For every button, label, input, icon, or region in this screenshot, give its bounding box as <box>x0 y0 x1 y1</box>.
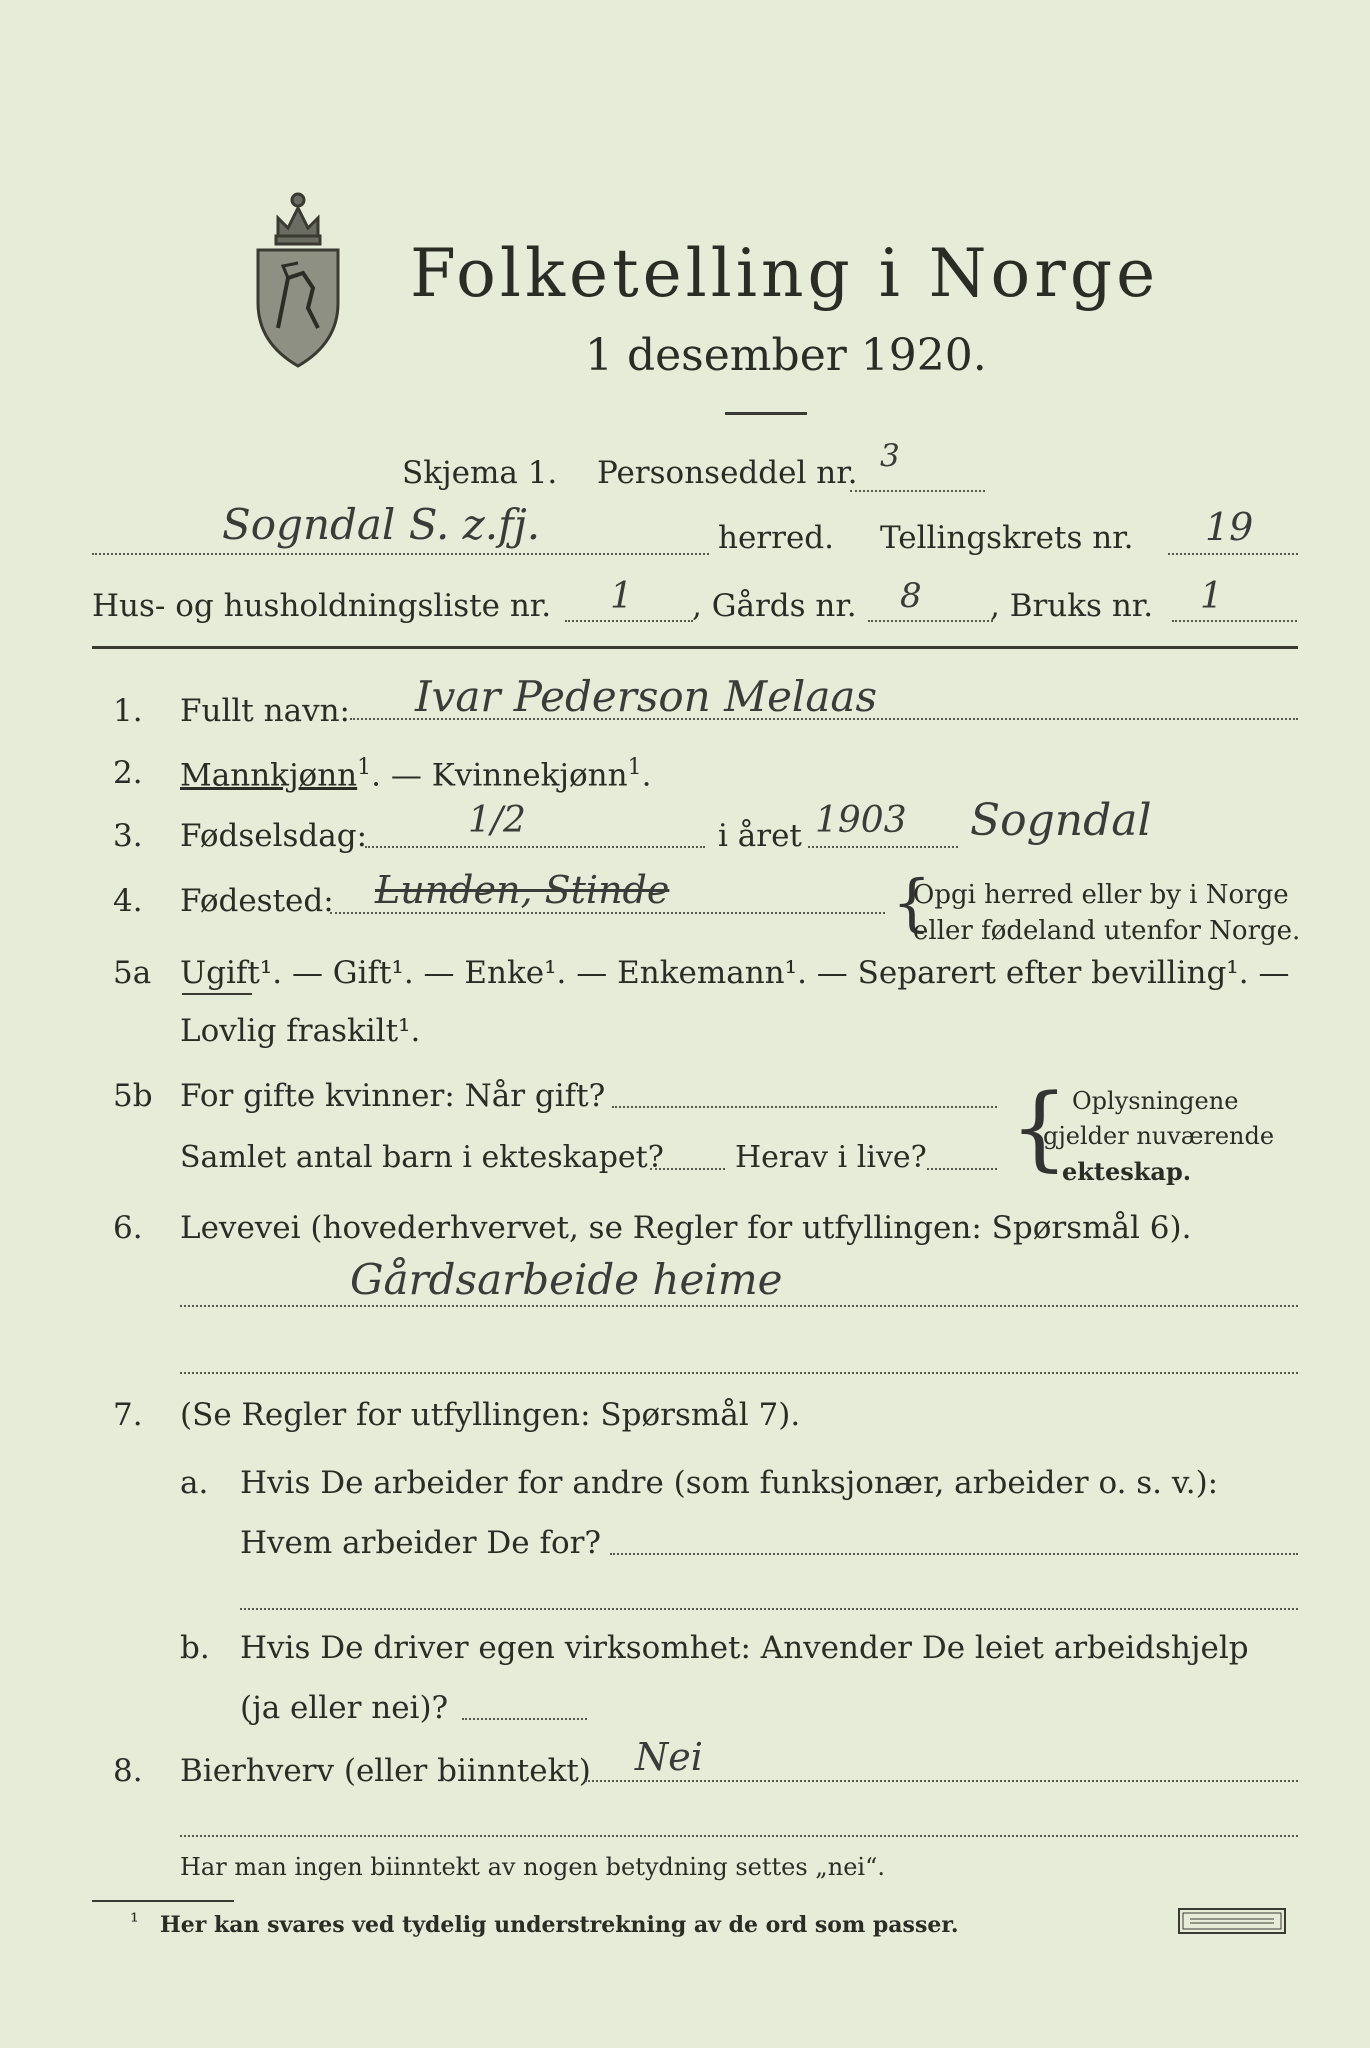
birthday-field[interactable]: 1/2 <box>468 800 526 841</box>
header-rule <box>92 646 1298 649</box>
q6-number: 6. <box>113 1210 143 1246</box>
q1-label: Fullt navn: <box>180 693 350 729</box>
q5b-line2a: Samlet antal barn i ekteskapet? <box>180 1140 664 1175</box>
married-date-field[interactable] <box>612 1106 997 1108</box>
hus-field[interactable]: 1 <box>610 576 633 617</box>
q5b-number: 5b <box>113 1078 153 1114</box>
q5a-line2[interactable]: Lovlig fraskilt¹. <box>180 1013 421 1049</box>
q2-number: 2. <box>113 755 143 791</box>
skjema-label: Skjema 1. <box>402 455 558 491</box>
q3-label: Fødselsdag: <box>180 818 368 854</box>
q4-note-line2: eller fødeland utenfor Norge. <box>913 916 1301 946</box>
q7b-letter: b. <box>180 1630 210 1666</box>
bruks-field[interactable]: 1 <box>1200 576 1223 617</box>
title-divider <box>725 412 807 415</box>
personseddel-label: Personseddel nr. <box>597 455 858 491</box>
q5b-line1: For gifte kvinner: Når gift? <box>180 1078 606 1114</box>
q4-note-line1: Opgi herred eller by i Norge <box>913 880 1289 910</box>
q8-number: 8. <box>113 1753 143 1789</box>
q5b-note2: gjelder nuværende <box>1043 1122 1275 1150</box>
bruks-label: , Bruks nr. <box>990 588 1154 624</box>
employer-field-line2[interactable] <box>240 1608 1298 1610</box>
personseddel-field[interactable]: 3 <box>880 438 900 474</box>
side-income-field-line2[interactable] <box>180 1835 1298 1837</box>
birthplace-annotation: Sogndal <box>970 795 1152 846</box>
tellingskrets-label: Tellingskrets nr. <box>880 520 1134 556</box>
q7a-letter: a. <box>180 1465 209 1501</box>
ugift-underline <box>182 993 252 995</box>
q5a-line1[interactable]: Ugift¹. — Gift¹. — Enke¹. — Enkemann¹. — Separert efter bevilling¹. — <box>180 955 1290 991</box>
q7-number: 7. <box>113 1397 143 1433</box>
hired-help-field[interactable] <box>462 1718 587 1720</box>
q7b-line2: (ja eller nei)? <box>240 1690 449 1726</box>
side-income-field[interactable]: Nei <box>635 1735 703 1779</box>
q7a-line2: Hvem arbeider De for? <box>240 1525 602 1561</box>
footnote-rule <box>92 1900 234 1902</box>
form-title: Folketelling i Norge <box>410 235 1160 312</box>
employer-field[interactable] <box>610 1553 1298 1555</box>
footer-note: Har man ingen biinntekt av nogen betydning settes „nei“. <box>180 1853 885 1881</box>
q6-label: Levevei (hovederhvervet, se Regler for utfyllingen: Spørsmål 6). <box>180 1210 1192 1246</box>
q5a-number: 5a <box>113 955 152 991</box>
printer-stamp-icon <box>1178 1908 1286 1934</box>
footnote-mark: ¹ <box>130 1910 139 1935</box>
q8-label: Bierhverv (eller biinntekt) <box>180 1753 591 1789</box>
q5b-line2b: Herav i live? <box>735 1140 927 1175</box>
q7-label: (Se Regler for utfyllingen: Spørsmål 7). <box>180 1397 801 1433</box>
coat-of-arms-icon <box>248 178 348 370</box>
birth-year-field[interactable]: 1903 <box>815 800 907 841</box>
herred-field[interactable]: Sogndal S. z.fj. <box>222 500 541 549</box>
gards-label: , Gårds nr. <box>692 588 857 624</box>
full-name-field[interactable]: Ivar Pederson Melaas <box>415 672 877 721</box>
children-count-field[interactable] <box>650 1168 725 1170</box>
footnote-text: Her kan svares ved tydelig understrekning av de ord som passer. <box>160 1912 959 1938</box>
occupation-field-line2[interactable] <box>180 1372 1298 1374</box>
q5b-note1: Oplysningene <box>1072 1087 1239 1115</box>
birthplace-field[interactable]: Lunden, Stinde <box>375 868 670 912</box>
q4-brace: { <box>892 866 932 939</box>
q4-number: 4. <box>113 883 143 919</box>
q2-line: Mannkjønn$^1$. — Kvinnekjønn$^1$. <box>180 755 652 794</box>
children-alive-field[interactable] <box>927 1168 997 1170</box>
female-option[interactable]: Kvinnekjønn <box>431 757 628 794</box>
q5b-brace: { <box>1010 1074 1069 1181</box>
year-label: i året <box>718 818 802 854</box>
male-option[interactable]: Mannkjønn <box>180 757 358 794</box>
q1-number: 1. <box>113 693 143 729</box>
occupation-field[interactable]: Gårdsarbeide heime <box>350 1255 783 1304</box>
q5b-note3: ekteskap. <box>1062 1157 1192 1186</box>
hus-label: Hus- og husholdningsliste nr. <box>92 588 552 624</box>
tellingskrets-field[interactable]: 19 <box>1205 505 1254 549</box>
herred-label: herred. <box>718 520 834 556</box>
q7a-line1: Hvis De arbeider for andre (som funksjonær, arbeider o. s. v.): <box>240 1465 1219 1501</box>
gards-field[interactable]: 8 <box>900 576 922 616</box>
q3-number: 3. <box>113 818 143 854</box>
q7b-line1: Hvis De driver egen virksomhet: Anvender De leiet arbeidshjelp <box>240 1630 1249 1666</box>
form-date: 1 desember 1920. <box>585 330 987 381</box>
q4-label: Fødested: <box>180 883 334 919</box>
